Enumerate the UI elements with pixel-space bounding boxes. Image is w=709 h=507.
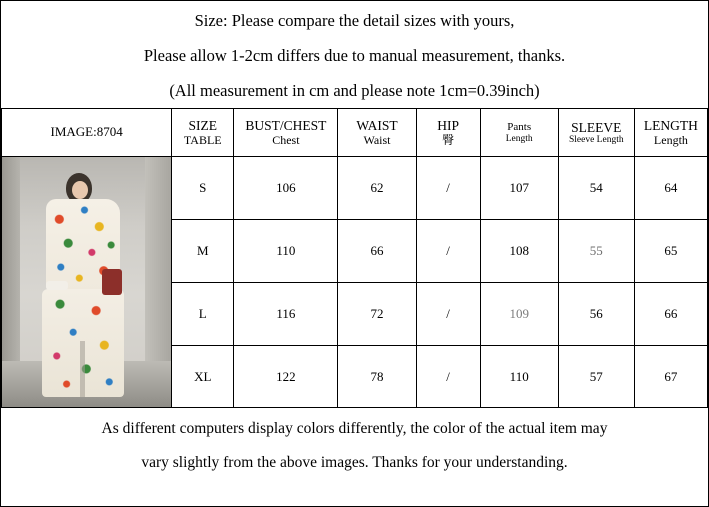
- footer-line-2: vary slightly from the above images. Thanks for your understanding.: [141, 454, 568, 472]
- cell-bust: 110: [234, 220, 338, 283]
- cell-sleeve: 54: [558, 157, 634, 220]
- column-header-size-main: SIZE: [188, 118, 218, 134]
- column-header-length-main: LENGTH: [643, 118, 698, 134]
- header-notes: [1, 1, 708, 108]
- cell-hip: /: [416, 282, 480, 345]
- column-header-bust-main: BUST/CHEST: [245, 118, 327, 134]
- header-line-1: Size: Please compare the detail sizes with yours,: [194, 11, 515, 30]
- photo-handbag: [102, 269, 122, 295]
- image-code-label: IMAGE:8704: [2, 109, 172, 157]
- column-header-hip-sub: 臀: [442, 132, 455, 147]
- size-table: [1, 108, 708, 408]
- cell-waist: 72: [338, 282, 416, 345]
- column-header-length-sub: Length: [653, 132, 688, 147]
- column-header-hip-main: HIP: [437, 118, 459, 134]
- cell-pants: 110: [480, 345, 558, 408]
- cell-size: S: [172, 157, 234, 220]
- cell-waist: 78: [338, 345, 416, 408]
- photo-leg-gap: [80, 341, 85, 397]
- cell-pants: 108: [480, 220, 558, 283]
- header-line-2: Please allow 1-2cm differs due to manual measurement, thanks.: [143, 46, 566, 66]
- cell-pants: 107: [480, 157, 558, 220]
- photo-sleeve-cuff: [46, 281, 68, 290]
- cell-waist: 62: [338, 157, 416, 220]
- table-row: [2, 157, 708, 220]
- cell-hip: /: [416, 345, 480, 408]
- cell-pants: 109: [480, 282, 558, 345]
- column-header-waist-main: WAIST: [356, 118, 398, 134]
- cell-bust: 122: [234, 345, 338, 408]
- column-header-waist: [338, 109, 416, 157]
- cell-size: L: [172, 282, 234, 345]
- cell-sleeve: 57: [558, 345, 634, 408]
- photo-model: [36, 173, 128, 401]
- column-header-length: [634, 109, 707, 157]
- cell-hip: /: [416, 157, 480, 220]
- cell-sleeve: 55: [558, 220, 634, 283]
- table-header-row: [2, 109, 708, 157]
- footer-notes: [1, 408, 708, 479]
- column-header-size: [172, 109, 234, 157]
- cell-length: 64: [634, 157, 707, 220]
- column-header-bust-sub: Chest: [272, 132, 300, 147]
- cell-size: XL: [172, 345, 234, 408]
- cell-size: M: [172, 220, 234, 283]
- header-line-3: (All measurement in cm and please note 1cm=0.39inch): [169, 81, 540, 101]
- product-photo-cell: [2, 157, 172, 408]
- cell-sleeve: 56: [558, 282, 634, 345]
- cell-bust: 116: [234, 282, 338, 345]
- cell-hip: /: [416, 220, 480, 283]
- cell-length: 65: [634, 220, 707, 283]
- cell-length: 66: [634, 282, 707, 345]
- column-header-sleeve: [558, 109, 634, 157]
- column-header-pants-main: Pants: [507, 121, 532, 134]
- product-photo: [2, 157, 171, 407]
- footer-line-1: As different computers display colors differently, the color of the actual item may: [101, 420, 608, 438]
- column-header-pants: [480, 109, 558, 157]
- column-header-sleeve-main: SLEEVE: [571, 119, 622, 135]
- column-header-waist-sub: Waist: [363, 132, 391, 147]
- cell-bust: 106: [234, 157, 338, 220]
- column-header-bust: [234, 109, 338, 157]
- column-header-pants-sub: Length: [505, 133, 533, 144]
- cell-length: 67: [634, 345, 707, 408]
- cell-waist: 66: [338, 220, 416, 283]
- column-header-sleeve-sub: Sleeve Length: [568, 135, 624, 146]
- column-header-size-sub: TABLE: [183, 132, 222, 147]
- column-header-hip: [416, 109, 480, 157]
